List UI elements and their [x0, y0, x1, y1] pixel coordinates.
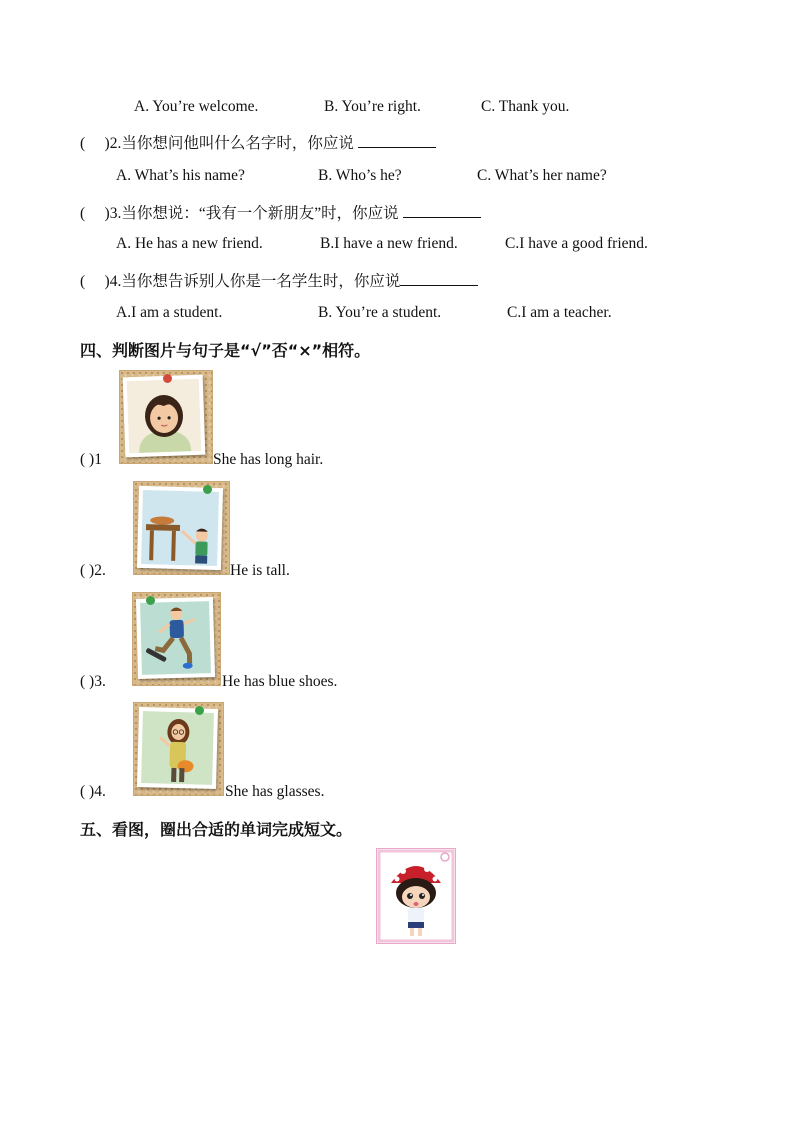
boy-skateboard-photo [132, 592, 221, 686]
question-3-number: ( )3. [80, 205, 122, 222]
q1-option-a: A. You’re welcome. [134, 98, 259, 115]
section-5-title: 五、看图，圈出合适的单词完成短文。 [80, 820, 353, 839]
item-1-sentence: She has long hair. [213, 451, 324, 468]
cartoon-girl-icon [377, 849, 455, 943]
section-4-title: 四、判断图片与句子是“√”否“×”相符。 [80, 341, 371, 360]
question-3 [80, 201, 481, 223]
pin-icon [163, 374, 172, 383]
item-1-label: ( )1 [80, 451, 102, 468]
q4-option-b: B. You’re a student. [318, 304, 442, 321]
question-2-number: ( )2. [80, 135, 122, 152]
question-4 [80, 269, 478, 291]
pin-icon [146, 596, 155, 605]
girl-long-hair-photo [119, 370, 213, 464]
q3-option-b: B.I have a new friend. [320, 235, 458, 252]
question-4-number: ( )4. [80, 273, 122, 290]
answer-blank [358, 133, 436, 148]
pin-icon [195, 706, 204, 715]
boy-reaching-table-photo [133, 481, 230, 575]
boy-reaching-table-icon [137, 486, 223, 570]
q4-option-a: A.I am a student. [116, 304, 223, 321]
question-4-text: 当你想告诉别人你是一名学生时，你应说 [121, 273, 401, 290]
cartoon-girl-mushroom-hat [376, 848, 456, 944]
q4-option-c: C.I am a teacher. [507, 304, 612, 321]
woman-glasses-icon [137, 707, 218, 789]
boy-skateboard-icon [136, 597, 215, 679]
question-2-text: 当你想问他叫什么名字时，你应说 [121, 135, 354, 152]
woman-glasses-photo [133, 702, 224, 796]
girl-long-hair-icon [123, 375, 206, 458]
question-3-text: 当你想说：“我有一个新朋友”时，你应说 [121, 205, 399, 222]
q2-option-a: A. What’s his name? [116, 167, 245, 184]
item-3-sentence: He has blue shoes. [222, 673, 338, 690]
q2-option-b: B. Who’s he? [318, 167, 402, 184]
item-4-sentence: She has glasses. [225, 783, 325, 800]
answer-blank [403, 203, 481, 218]
q1-option-b: B. You’re right. [324, 98, 421, 115]
question-2 [80, 131, 436, 153]
item-2-sentence: He is tall. [230, 562, 290, 579]
q1-option-c: C. Thank you. [481, 98, 570, 115]
item-2-label: ( )2. [80, 562, 106, 579]
q3-option-c: C.I have a good friend. [505, 235, 648, 252]
answer-blank [400, 271, 478, 286]
item-4-label: ( )4. [80, 783, 106, 800]
pin-icon [203, 485, 212, 494]
item-3-label: ( )3. [80, 673, 106, 690]
q2-option-c: C. What’s her name? [477, 167, 607, 184]
q3-option-a: A. He has a new friend. [116, 235, 263, 252]
